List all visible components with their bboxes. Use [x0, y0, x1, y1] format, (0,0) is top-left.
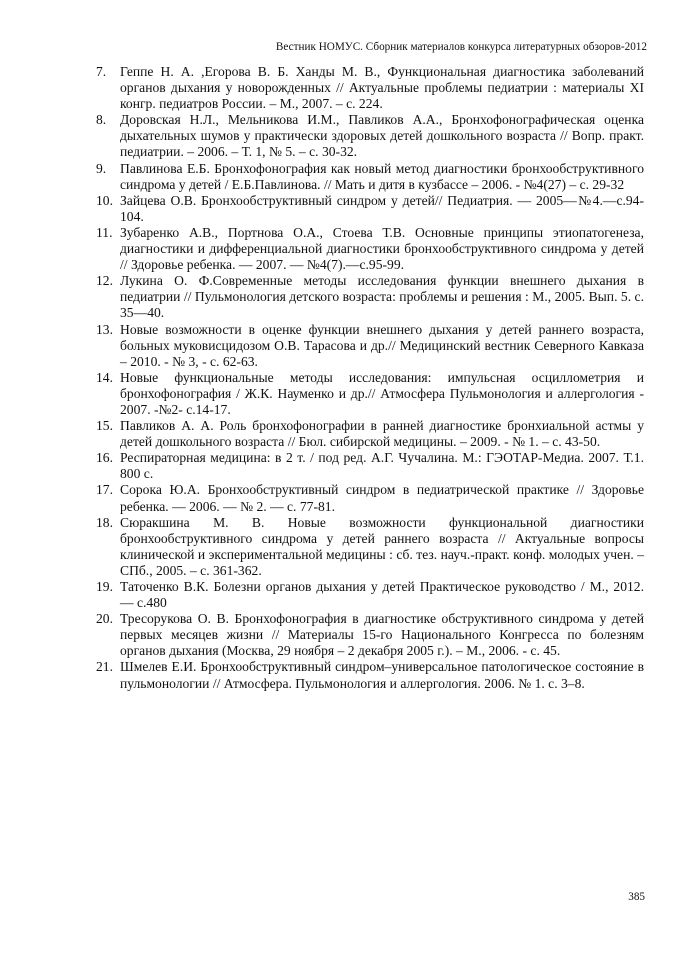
- reference-number: 7.: [96, 64, 107, 79]
- reference-text: Лукина О. Ф.Современные методы исследования функции внешнего дыхания в педиатрии // Пульмонология детского возраста: проблемы и решения : М., 2005. Вып. 5. с. 35—40.: [120, 273, 644, 321]
- reference-item-13: [96, 322, 644, 370]
- reference-text: Зайцева О.В. Бронхообструктивный синдром у детей// Педиатрия. — 2005—№4.—с.94-104.: [120, 192, 644, 224]
- reference-item-15: [96, 418, 644, 450]
- reference-number: 18.: [96, 514, 113, 530]
- reference-text: Тресорукова О. В. Бронхофонография в диагностике обструктивного синдрома у детей первых месяцев жизни // Материалы 15-го Национального Конгресса по болезням органов дыхания (Москва, 29 ноября – 2 декабря 2005 г.). – М., 2006. - с. 45.: [120, 611, 644, 659]
- reference-text: Зубаренко А.В., Портнова О.А., Стоева Т.В. Основные принципы этиопатогенеза, диагностики и дифференциальной диагностики бронхообструктивного синдрома у детей // Здоровье ребенка. — 2007. — №4(7).—с.95-99.: [120, 224, 644, 273]
- reference-number: 12.: [96, 273, 113, 289]
- reference-item-11: [96, 225, 644, 273]
- reference-item-12: [96, 273, 644, 321]
- reference-number: 15.: [96, 418, 113, 434]
- reference-number: 9.: [96, 160, 107, 176]
- running-header: Вестник НОМУС. Сборник материалов конкурса литературных обзоров-2012: [275, 41, 647, 53]
- reference-number: 19.: [96, 579, 113, 594]
- reference-text: Сорока Ю.А. Бронхообструктивный синдром в педиатрической практике // Здоровье ребенка. — 2006. — № 2. — с. 77-81.: [120, 482, 644, 514]
- reference-item-20: [96, 611, 644, 659]
- reference-text: Павлинова Е.Б. Бронхофонография как новый метод диагностики бронхообструктивного синдрома у детей / Е.Б.Павлинова. // Мать и дитя в кузбассе – 2006. - №4(27) – с. 29-32: [120, 160, 644, 192]
- reference-text: Доровская Н.Л., Мельникова И.М., Павликов А.А., Бронхофонографическая оценка дыхательных шумов у практически здоровых детей дошкольного возраста // Вопр. практ. педиатрии. – 2006. – Т. 1, № 5. – с. 30-32.: [120, 112, 644, 160]
- reference-list: [96, 64, 644, 692]
- reference-number: 10.: [96, 192, 113, 208]
- reference-item-18: [96, 515, 644, 579]
- reference-item-14: [96, 370, 644, 418]
- reference-item-17: [96, 482, 644, 514]
- reference-text: Респираторная медицина: в 2 т. / под ред. А.Г. Чучалина. М.: ГЭОТАР-Медиа. 2007. Т.1. 800 с.: [120, 450, 644, 482]
- reference-item-19: [96, 579, 644, 611]
- reference-item-7: [96, 64, 644, 112]
- page-number: 385: [628, 891, 645, 903]
- reference-number: 17.: [96, 482, 113, 498]
- reference-number: 8.: [96, 112, 107, 128]
- reference-item-10: [96, 193, 644, 225]
- reference-number: 11.: [96, 224, 113, 240]
- reference-text: Павликов А. А. Роль бронхофонографии в ранней диагностике бронхиальной астмы у детей дошкольного возраста // Бюл. сибирской медицины. – 2009. - № 1. – с. 43-50.: [120, 418, 644, 450]
- reference-number: 14.: [96, 369, 113, 385]
- reference-text: Шмелев Е.И. Бронхообструктивный синдром–универсальное патологическое состояние в пульмонологии // Атмосфера. Пульмонология и аллергология. 2006. № 1. с. 3–8.: [120, 659, 644, 691]
- reference-item-21: [96, 659, 644, 691]
- reference-text: Новые функциональные методы исследования: импульсная осциллометрия и бронхофонография / Ж.К. Науменко и др.// Атмосфера Пульмонология и аллергология - 2007. -№2- с.14-17.: [120, 369, 644, 417]
- reference-number: 16.: [96, 450, 113, 466]
- reference-item-16: [96, 450, 644, 482]
- reference-item-8: [96, 112, 644, 160]
- reference-number: 20.: [96, 611, 113, 627]
- reference-text: Сюракшина М. В. Новые возможности функциональной диагностики бронхообструктивного синдрома у детей раннего возраста // Актуальные вопросы клинической и экспериментальной медицины : сб. тез. науч.-практ. конф. молодых учен. – СПб., 2005. – с. 361-362.: [120, 514, 644, 578]
- reference-number: 13.: [96, 321, 113, 337]
- reference-number: 21.: [96, 659, 113, 675]
- reference-text: Новые возможности в оценке функции внешнего дыхания у детей раннего возраста, больных муковисцидозом О.В. Тарасова и др.// Медицинский вестник Северного Кавказа – 2010. - № 3, - с. 62-63.: [120, 321, 644, 369]
- reference-text: Геппе Н. А. ,Егорова В. Б. Ханды М. В., Функциональная диагностика заболеваний органов дыхания у новорожденных // Актуальные проблемы педиатрии : материалы XI конгр. педиатров России. – М., 2007. – с. 224.: [120, 64, 644, 112]
- reference-item-9: [96, 161, 644, 193]
- reference-text: Таточенко В.К. Болезни органов дыхания у детей Практическое руководство / М., 2012. — с.480: [120, 579, 644, 611]
